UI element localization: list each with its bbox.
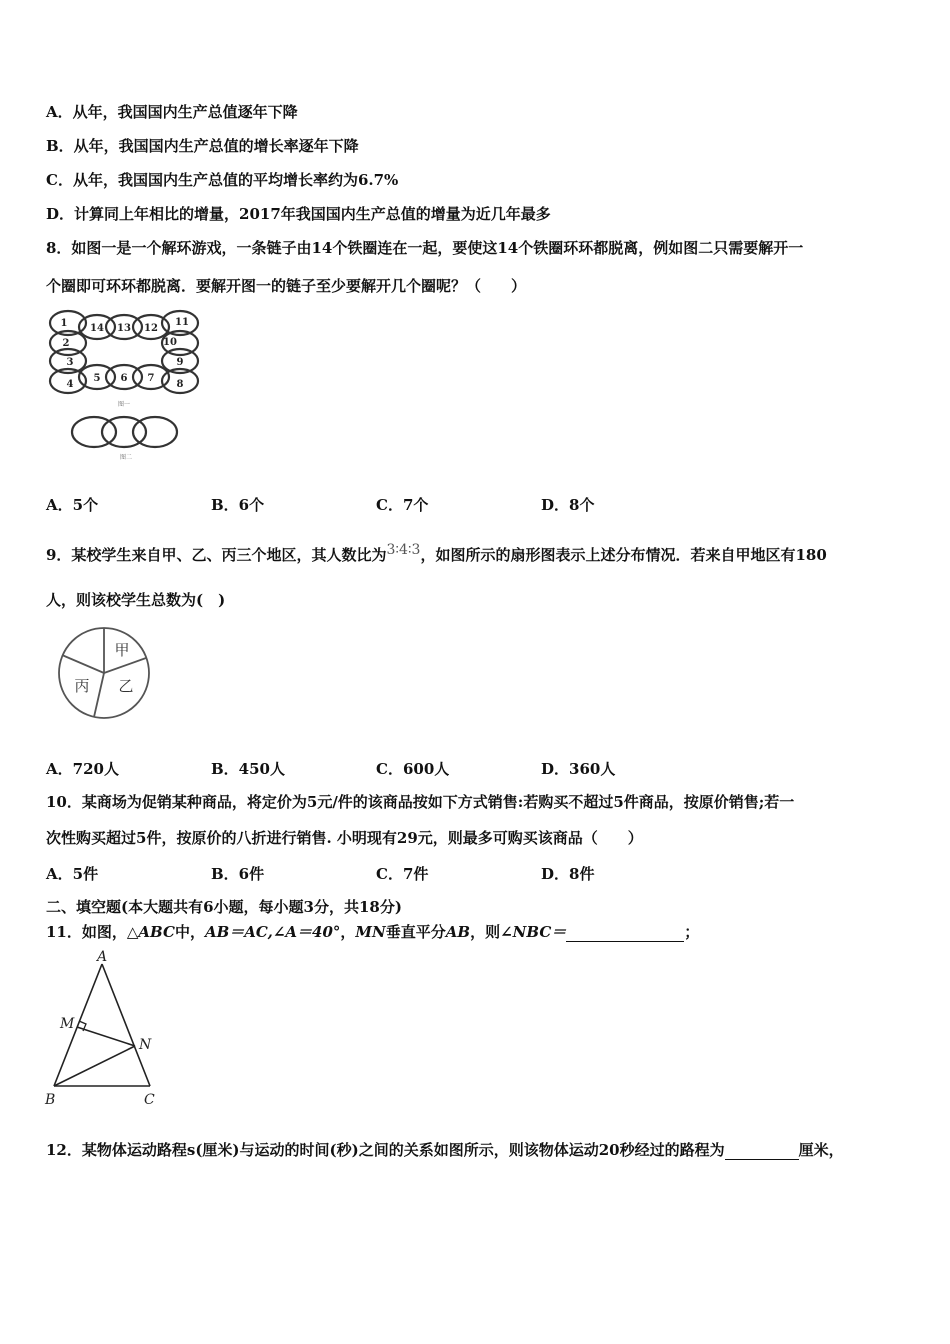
q8-stem-line2: 个圈即可环环都脱离．要解开图一的链子至少要解开几个圈呢？（ ） — [46, 277, 527, 295]
figure1-caption: 图一 — [117, 401, 131, 408]
q11-answer-blank[interactable] — [566, 941, 684, 942]
q9-ratio: 3∶4∶3 — [386, 542, 421, 558]
q11-equation: AB＝AC,∠A＝40° — [204, 923, 341, 941]
q10-option-c: C．7件 — [376, 865, 429, 883]
q11-mid1: 中， — [174, 923, 205, 941]
ring-label-3: 3 — [66, 357, 74, 368]
pie-label-yi: 乙 — [118, 677, 134, 695]
q11-angle: ∠NBC＝ — [500, 923, 567, 941]
q9-option-b: B．450人 — [211, 760, 285, 778]
vertex-label-b: B — [45, 1092, 56, 1108]
ring-label-2: 2 — [62, 338, 70, 349]
q11-mid3: 垂直平分 — [385, 923, 446, 941]
q11-suffix: ； — [684, 923, 700, 941]
pie-label-bing: 丙 — [74, 677, 90, 695]
q9-option-d: D．360人 — [541, 760, 616, 778]
segment-bn — [54, 1046, 135, 1086]
ring-label-13: 13 — [117, 323, 131, 334]
q10-stem-line2: 次性购买超过5件，按原价的八折进行销售. 小明现有29元，则最多可购买该商品（ ） — [46, 829, 643, 847]
q12-answer-blank[interactable] — [725, 1159, 799, 1160]
ring-label-10: 10 — [163, 337, 177, 348]
q11-mid4: ，则 — [470, 923, 501, 941]
q9-stem-post: ，如图所示的扇形图表示上述分布情况．若来自甲地区有180 — [420, 546, 827, 564]
q7-option-d: D．计算同上年相比的增量，2017年我国国内生产总值的增量为近几年最多 — [46, 205, 551, 223]
q10-option-a: A．5件 — [46, 865, 99, 883]
figure2-caption: 图二 — [119, 454, 133, 461]
q11-triangle: △ABC — [126, 923, 175, 941]
q12-suffix: 厘米， — [798, 1141, 844, 1159]
q11-ab: AB — [445, 923, 471, 941]
vertex-label-c: C — [144, 1092, 155, 1108]
ring-label-12: 12 — [144, 323, 158, 334]
q8-option-d: D．8个 — [541, 496, 595, 514]
triangle-figure — [40, 948, 165, 1110]
ring-label-8: 8 — [176, 379, 184, 390]
pie-chart-figure — [54, 625, 154, 721]
section-heading: 二、填空题(本大题共有6小题，每小题3分，共18分) — [46, 898, 402, 916]
ring-label-6: 6 — [120, 373, 128, 384]
pie-divider — [94, 673, 104, 717]
ring-chain-figure — [40, 305, 210, 465]
q12-stem — [46, 1140, 844, 1160]
q7-option-a: A．从年，我国国内生产总值逐年下降 — [46, 103, 298, 121]
q10-option-b: B．6件 — [211, 865, 265, 883]
q9-option-a: A．720人 — [46, 760, 119, 778]
ring-label-7: 7 — [147, 373, 155, 384]
ring-label-14: 14 — [90, 323, 104, 334]
ring-label-11: 11 — [175, 317, 189, 328]
q10-option-d: D．8件 — [541, 865, 595, 883]
q7-option-c: C．从年，我国国内生产总值的平均增长率约为6.7% — [46, 171, 399, 189]
q8-option-c: C．7个 — [376, 496, 429, 514]
q10-stem-line1: 10．某商场为促销某种商品，将定价为5元/件的该商品按如下方式销售:若购买不超过5件商品，按原价销售;若一 — [46, 793, 795, 811]
q8-option-a: A．5个 — [46, 496, 99, 514]
ring-label-5: 5 — [93, 373, 101, 384]
q9-stem-pre: 9．某校学生来自甲、乙、丙三个地区，其人数比为 — [46, 546, 387, 564]
pie-divider — [62, 655, 104, 673]
q8-option-b: B．6个 — [211, 496, 265, 514]
q8-stem-line1: 8．如图一是一个解环游戏，一条链子由14个铁圈连在一起，要使这14个铁圈环环都脱离，例如图二只需要解开一 — [46, 239, 804, 257]
vertex-label-a: A — [97, 949, 108, 965]
ring-label-9: 9 — [176, 357, 184, 368]
ring-label-1: 1 — [60, 318, 68, 329]
q11-stem — [46, 922, 699, 942]
ring — [133, 417, 177, 447]
q11-mn: MN — [355, 923, 386, 941]
segment-mn — [77, 1027, 135, 1046]
q9-option-c: C．600人 — [376, 760, 450, 778]
pie-label-jia: 甲 — [114, 641, 130, 659]
q12-text: 12．某物体运动路程s(厘米)与运动的时间(秒)之间的关系如图所示，则该物体运动20秒经过的路程为 — [46, 1141, 725, 1159]
pie-divider — [104, 658, 146, 673]
vertex-label-n: N — [139, 1037, 152, 1053]
q9-stem-line2: 人，则该校学生总数为( ) — [46, 591, 226, 609]
q9-stem-line1 — [46, 540, 827, 565]
vertex-label-m: M — [60, 1016, 75, 1032]
q11-mid2: ， — [340, 923, 356, 941]
ring-label-4: 4 — [66, 379, 74, 390]
side-ac — [102, 964, 150, 1086]
q11-prefix: 11．如图， — [46, 923, 127, 941]
q7-option-b: B．从年，我国国内生产总值的增长率逐年下降 — [46, 137, 359, 155]
